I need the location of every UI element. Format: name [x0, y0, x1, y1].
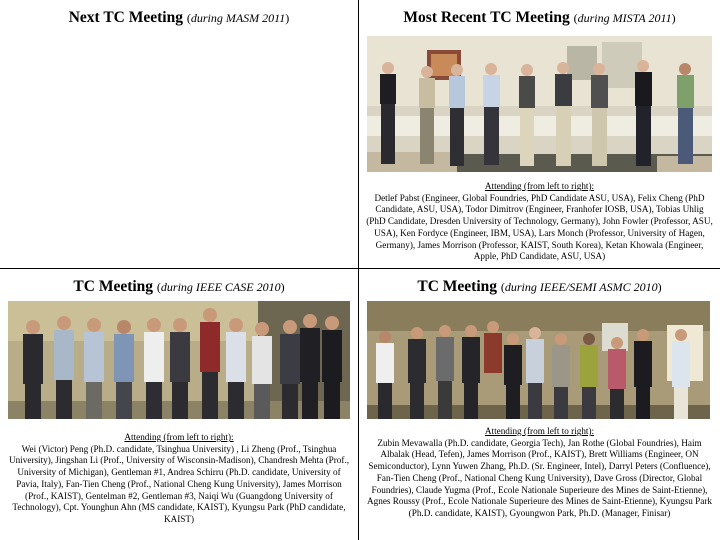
panel-case-2010	[0, 269, 358, 540]
group-photo-image	[367, 36, 712, 172]
panel-heading: Next TC Meeting (during MASM 2011)	[68, 9, 290, 26]
panel-title: TC Meeting	[417, 278, 497, 295]
panel-asmc-2010	[359, 269, 720, 540]
panel-subtitle: during MISTA 2011	[577, 11, 672, 25]
caption-title: Attending (from left to right):	[484, 426, 595, 436]
panel-heading: TC Meeting (during IEEE/SEMI ASMC 2010)	[417, 278, 662, 295]
group-photo	[367, 36, 712, 172]
panel-subtitle: during MASM 2011	[190, 11, 286, 25]
caption-text: Detlef Pabst (Engineer, Global Foundries, PhD Candidate ASU, USA), Felix Cheng (PhD Candidate, ASU, USA), Todor Dimitrov (Engineer, Franhofer IOSB, USA), Tobias Uhlig (PhD Candidate, Dresden University of Technology, Germany), John Fowler (Professor, ASU, USA), Ken Fordyce (Engineer, IBM, USA), Lars Monch (Professor, University of Hagen, Germany), James Morrison (Professor, KAIST, South Korea), Ketan Khowala (Engineer, Apple, PhD Candidate, ASU, USA)	[366, 192, 713, 262]
panel-subtitle: during IEEE/SEMI ASMC 2010	[504, 280, 658, 294]
group-photo	[367, 301, 710, 419]
caption-title: Attending (from left to right):	[484, 181, 595, 191]
panel-title: TC Meeting	[73, 278, 154, 295]
panel-next-meeting	[0, 0, 358, 268]
caption-text: Zubin Mevawalla (Ph.D. candidate, Georgia Tech), Jan Rothe (Global Foundries), Haim Albalak (Head, Tefen), James Morrison (Prof., KAIST), Brett Williams (Engineer, ON Semiconductor), Lynn Yuwen Zhang, Ph.D. (Sr. Engineer, Intel), Darryl Peters (Confluence), Fan-Tien Cheng (Prof., National Cheng Kung University), Dave Gross (Director, Global Foundries), Claude Yugma (Prof., Ecole Nationale Superieure des Mines de Saint-Etienne), Agnes Roussy (Prof., Ecole Nationale Superieure des Mines de Saint-Etienne), Kyungsu Park (Ph.D. candidate, KAIST), Gyoungwon Park, Ph.D. (Manager, Finisar)	[367, 437, 712, 518]
panel-heading: Most Recent TC Meeting (during MISTA 2011)	[403, 9, 676, 26]
group-photo	[8, 301, 350, 419]
group-photo-image	[8, 301, 350, 419]
attendee-caption	[365, 426, 714, 520]
panel-heading: TC Meeting (during IEEE CASE 2010)	[73, 278, 285, 295]
panel-title: Next TC Meeting	[68, 9, 183, 26]
panel-subtitle: during IEEE CASE 2010	[160, 280, 281, 294]
attendee-caption	[6, 432, 352, 526]
panel-title: Most Recent TC Meeting	[403, 9, 570, 26]
panel-recent-meeting	[359, 0, 720, 268]
caption-text: Wei (Victor) Peng (Ph.D. candidate, Tsinghua University) , Li Zheng (Prof., Tsinghua University), Jingshan Li (Prof., University of Wisconsin-Madison), Chandresh Mehta (Prof., University of Michigan), Gentleman #1, Andrea Schirru (Ph.D. candidate, University of Pavia, Italy), Fan-Tien Cheng (Prof., National Cheng Kung University), James Morrison (Prof., KAIST), Gentelman #2, Gentleman #3, Naiqi Wu (Guangdong University of Technology), Cpt. Younghun Ahn (MS candidate, KAIST), Kyungsu Park (PhD candidate, KAIST)	[8, 443, 350, 524]
caption-title: Attending (from left to right):	[124, 432, 234, 442]
attendee-caption	[365, 181, 714, 263]
group-photo-image	[367, 301, 710, 419]
